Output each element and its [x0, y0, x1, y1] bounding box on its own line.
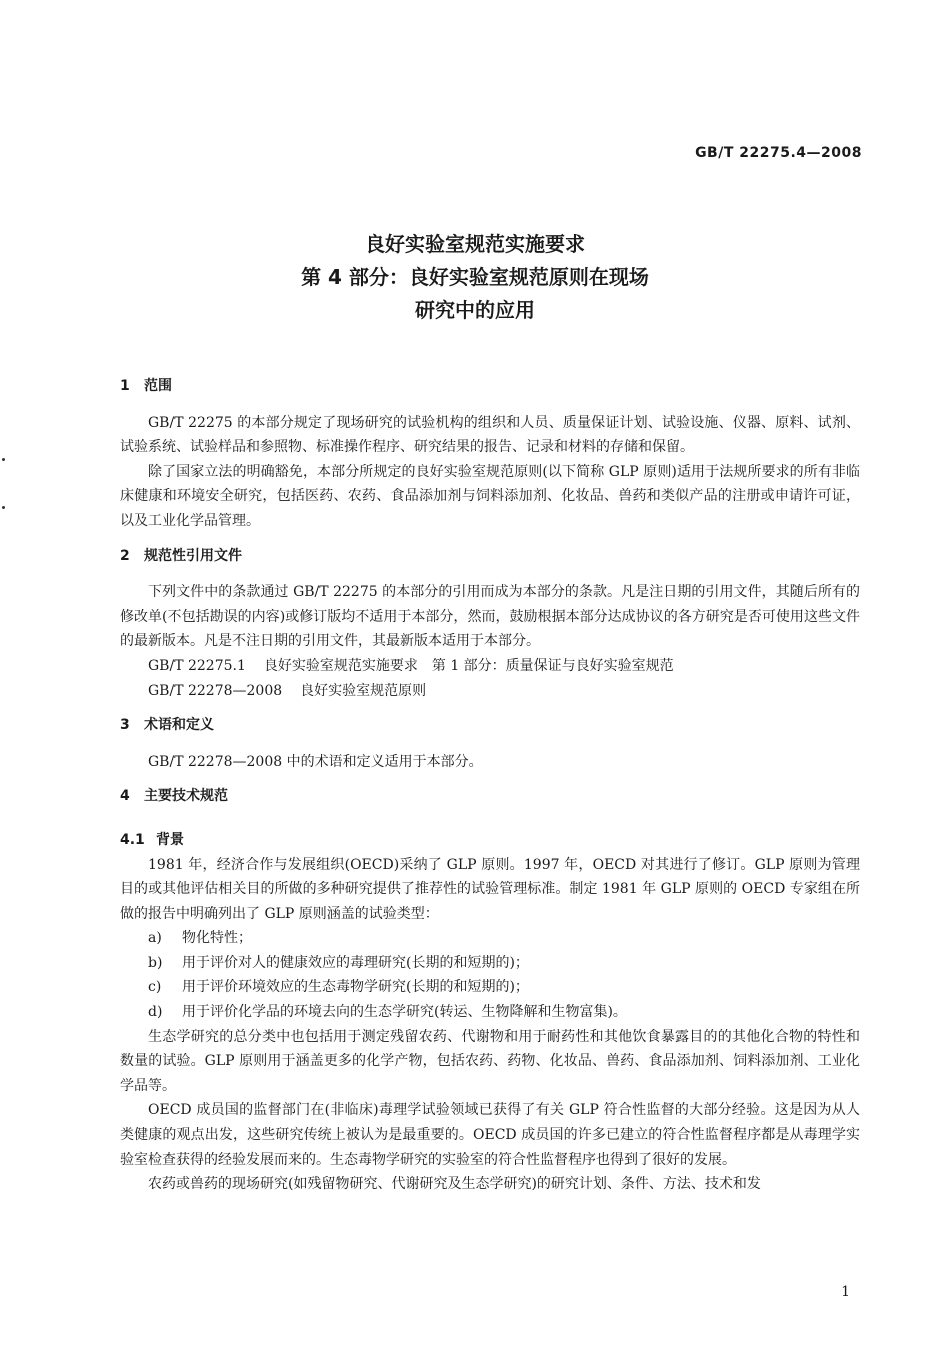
normative-reference: GB/T 22278—2008 良好实验室规范原则 [148, 682, 427, 699]
section-4-1-paragraph-2: 生态学研究的总分类中也包括用于测定残留农药、代谢物和用于耐药性和其他饮食暴露目的的其他化合物的特性和数量的试验。GLP 原则用于涵盖更多的化学产物，包括农药、药物、化妆品、兽药、食品添加剂、饲料添加剂、工业化学品等。 [120, 1028, 860, 1094]
section-3-heading: 3 术语和定义 [120, 717, 214, 734]
section-4-1-paragraph-3: OECD 成员国的监督部门在(非临床)毒理学试验领域已获得了有关 GLP 符合性监督的大部分经验。这是因为从人类健康的观点出发，这些研究传统上被认为是最重要的。OECD 成员国的许多已建立的符合性监督程序都是从毒理学实验室检查获得的经验发展而来的。生态毒物学研究的实验室的符合性监督程序也得到了很好的发展。 [120, 1102, 860, 1168]
section-4-heading: 4 主要技术规范 [120, 788, 228, 805]
section-1-paragraph-1: GB/T 22275 的本部分规定了现场研究的试验机构的组织和人员、质量保证计划、试验设施、仪器、原料、试剂、试验系统、试验样品和参照物、标准操作程序、研究结果的报告、记录和材料的存储和保留。 [120, 414, 860, 456]
section-4-1-paragraph-1: 1981 年，经济合作与发展组织(OECD)采纳了 GLP 原则。1997 年，OECD 对其进行了修订。GLP 原则为管理目的或其他评估相关目的所做的多种研究提供了推荐性的试验管理标准。制定 1981 年 GLP 原则的 OECD 专家组在所做的报告中明确列出了 GLP 原则涵盖的试验类型： [120, 856, 860, 922]
title-line-3: 研究中的应用 [415, 298, 535, 322]
list-item: d) 用于评价化学品的环境去向的生态学研究(转运、生物降解和生物富集)。 [148, 1004, 627, 1021]
scan-mark [2, 458, 5, 461]
list-item: b) 用于评价对人的健康效应的毒理研究(长期的和短期的)； [148, 954, 529, 971]
section-1-paragraph-2: 除了国家立法的明确豁免，本部分所规定的良好实验室规范原则(以下简称 GLP 原则)适用于法规所要求的所有非临床健康和环境安全研究，包括医药、农药、食品添加剂与饲料添加剂、化妆品、兽药和类似产品的注册或申请许可证，以及工业化学品管理。 [120, 463, 860, 529]
title-line-1: 良好实验室规范实施要求 [365, 232, 585, 256]
page-number: 1 [841, 1284, 850, 1300]
title-line-2: 第 4 部分：良好实验室规范原则在现场 [301, 265, 649, 289]
standard-code: GB/T 22275.4—2008 [695, 145, 862, 161]
section-3-paragraph-1: GB/T 22278—2008 中的术语和定义适用于本部分。 [148, 753, 483, 770]
list-item: a) 物化特性； [148, 930, 252, 947]
list-item: c) 用于评价环境效应的生态毒物学研究(长期的和短期的)； [148, 979, 529, 996]
section-1-heading: 1 范围 [120, 378, 172, 394]
document-title [0, 228, 950, 327]
scan-mark [2, 506, 5, 509]
section-4-1-paragraph-4: 农药或兽药的现场研究(如残留物研究、代谢研究及生态学研究)的研究计划、条件、方法、技术和发 [148, 1176, 761, 1193]
section-4-1-heading: 4.1 背景 [120, 831, 184, 848]
section-2-heading: 2 规范性引用文件 [120, 547, 242, 564]
document-body [120, 374, 860, 1197]
normative-reference: GB/T 22275.1 良好实验室规范实施要求 第 1 部分：质量保证与良好实验室规范 [148, 657, 674, 674]
section-2-paragraph-1: 下列文件中的条款通过 GB/T 22275 的本部分的引用而成为本部分的条款。凡是注日期的引用文件，其随后所有的修改单(不包括勘误的内容)或修订版均不适用于本部分，然而，鼓励根据本部分达成协议的各方研究是否可使用这些文件的最新版本。凡是不注日期的引用文件，其最新版本适用于本部分。 [120, 584, 860, 650]
